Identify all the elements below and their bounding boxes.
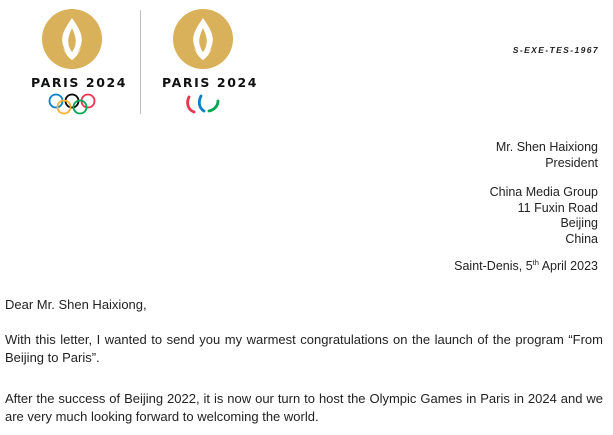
recipient-name: Mr. Shen Haixiong [495,140,598,154]
date-place: Saint-Denis, 5 [454,259,533,274]
paralympic-agitos-icon [183,93,223,115]
address-line: China Media Group [489,185,598,199]
flame-emblem-icon [172,8,234,70]
body-paragraph: With this letter, I wanted to send you my warmest congratulations on the launch of the program “From Beijing to Paris”. [5,332,603,365]
flame-emblem-icon [41,8,103,70]
address-line: 11 Fuxin Road [517,200,598,215]
letter-reference: S-EXE-TES-1967 [512,45,599,55]
logo-divider [140,10,141,114]
address-line: Beijing [560,216,598,230]
paris-2024-paralympic-logo [162,8,259,115]
salutation: Dear Mr. Shen Haixiong, [5,297,147,312]
recipient-title: President [545,156,598,170]
olympic-logo-text: PARIS 2024 [31,75,128,90]
letter-date [454,258,598,273]
date-rest: April 2023 [538,259,598,274]
address-line: China [565,231,598,246]
olympic-rings-icon [47,93,97,115]
paris-2024-olympic-logo [31,8,128,115]
paralympic-logo-text: PARIS 2024 [162,75,259,90]
recipient-block [496,139,598,171]
date-suffix: th [532,258,539,267]
body-paragraph: After the success of Beijing 2022, it is now our turn to host the Olympic Games in Paris in 2024 and we are very much looking forward to welcoming the world. [5,391,603,424]
address-block [490,185,598,247]
